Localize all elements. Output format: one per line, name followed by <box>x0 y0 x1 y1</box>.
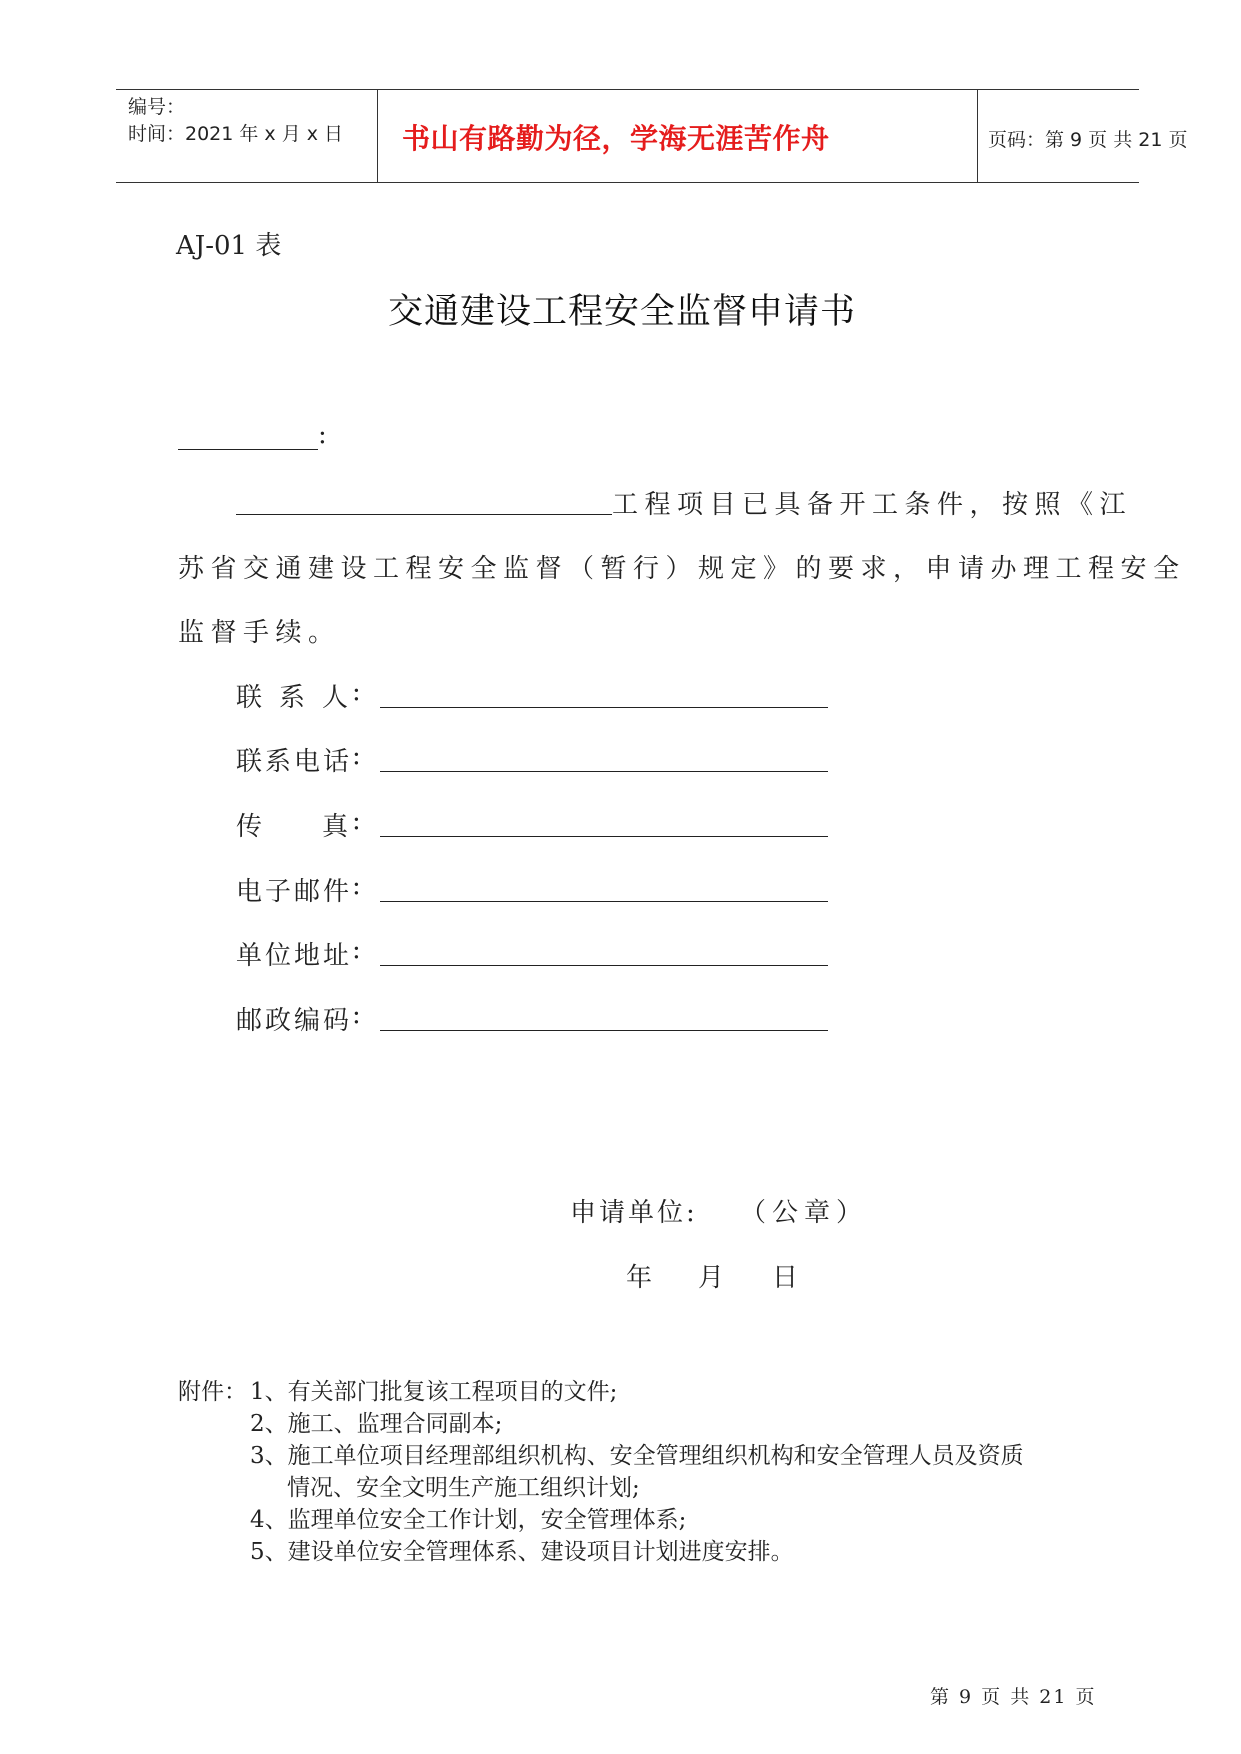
motto: 书山有路勤为径，学海无涯苦作舟 <box>402 122 830 155</box>
attachment-item: 4、监理单位安全工作计划，安全管理体系; <box>250 1507 687 1533</box>
field-address <box>236 935 386 971</box>
page-title: 交通建设工程安全监督申请书 <box>388 292 857 332</box>
field-fax <box>236 806 386 842</box>
label-char: 人 <box>322 683 349 713</box>
label-char: 话 <box>323 747 350 777</box>
label-char: 址 <box>323 941 350 971</box>
label-char: 联 <box>236 683 263 713</box>
field-colon: : <box>352 1000 361 1030</box>
serial-label: 编号： <box>128 96 186 118</box>
addressee-colon: : <box>318 420 334 450</box>
body-line-2: 苏省交通建设工程安全监督（暂行）规定》的要求，申请办理工程安全 <box>178 554 1186 584</box>
attachment-item: 1、有关部门批复该工程项目的文件; <box>250 1379 618 1405</box>
header-meta-cell <box>128 90 368 182</box>
field-colon: : <box>352 871 361 901</box>
official-seal: （公章） <box>740 1198 869 1228</box>
date-day: 日 <box>772 1263 799 1293</box>
field-email <box>236 871 386 907</box>
label-char: 编 <box>294 1006 321 1036</box>
label-char: 码 <box>323 1006 350 1036</box>
label-char: 系 <box>279 683 306 713</box>
label-char: 地 <box>294 941 321 971</box>
attachment-item: 5、建设单位安全管理体系、建设项目计划进度安排。 <box>250 1539 794 1565</box>
header-motto-cell <box>378 90 977 182</box>
page-header <box>116 89 1188 183</box>
label-char: 件 <box>323 877 350 907</box>
field-colon: : <box>352 806 361 836</box>
fax-field[interactable] <box>380 836 828 837</box>
form-code: AJ-01 表 <box>176 231 282 261</box>
contact-field[interactable] <box>380 707 828 708</box>
field-colon: : <box>352 935 361 965</box>
applicant-unit-label: 申请单位: <box>570 1198 698 1228</box>
date-year: 年 <box>626 1263 653 1293</box>
attachment-item-continued: 情况、安全文明生产施工组织计划; <box>287 1475 640 1501</box>
postcode-field[interactable] <box>380 1030 828 1031</box>
field-postcode <box>236 1000 386 1036</box>
email-field[interactable] <box>380 901 828 902</box>
attachment-item: 2、施工、监理合同副本; <box>250 1411 503 1437</box>
label-char: 电 <box>294 747 321 777</box>
field-phone <box>236 741 386 777</box>
page-label: 页码：第 9 页 共 21 页 <box>988 129 1188 151</box>
addressee-blank[interactable] <box>178 449 318 450</box>
address-field[interactable] <box>380 965 828 966</box>
date-month: 月 <box>698 1263 725 1293</box>
page-footer: 第 9 页 共 21 页 <box>930 1686 1097 1708</box>
project-name-blank[interactable] <box>236 514 612 515</box>
label-char: 系 <box>265 747 292 777</box>
label-char: 电 <box>236 877 263 907</box>
field-contact <box>236 677 386 713</box>
field-colon: : <box>352 741 361 771</box>
label-char: 真 <box>322 812 349 842</box>
label-char: 单 <box>236 941 263 971</box>
label-char: 传 <box>236 812 263 842</box>
label-char: 政 <box>265 1006 292 1036</box>
label-char: 位 <box>265 941 292 971</box>
body-line-3: 监督手续。 <box>178 618 341 648</box>
label-char: 子 <box>265 877 292 907</box>
label-char: 联 <box>236 747 263 777</box>
attachments-label: 附件： <box>178 1379 247 1405</box>
field-colon: : <box>352 677 361 707</box>
header-page-cell <box>978 90 1188 182</box>
time-label: 时间：2021 年 x 月 x 日 <box>128 123 344 145</box>
label-char: 邮 <box>294 877 321 907</box>
attachment-item: 3、施工单位项目经理部组织机构、安全管理组织机构和安全管理人员及资质 <box>250 1443 1024 1469</box>
label-char: 邮 <box>236 1006 263 1036</box>
body-line-1: 工程项目已具备开工条件，按照《江 <box>612 490 1133 520</box>
phone-field[interactable] <box>380 771 828 772</box>
